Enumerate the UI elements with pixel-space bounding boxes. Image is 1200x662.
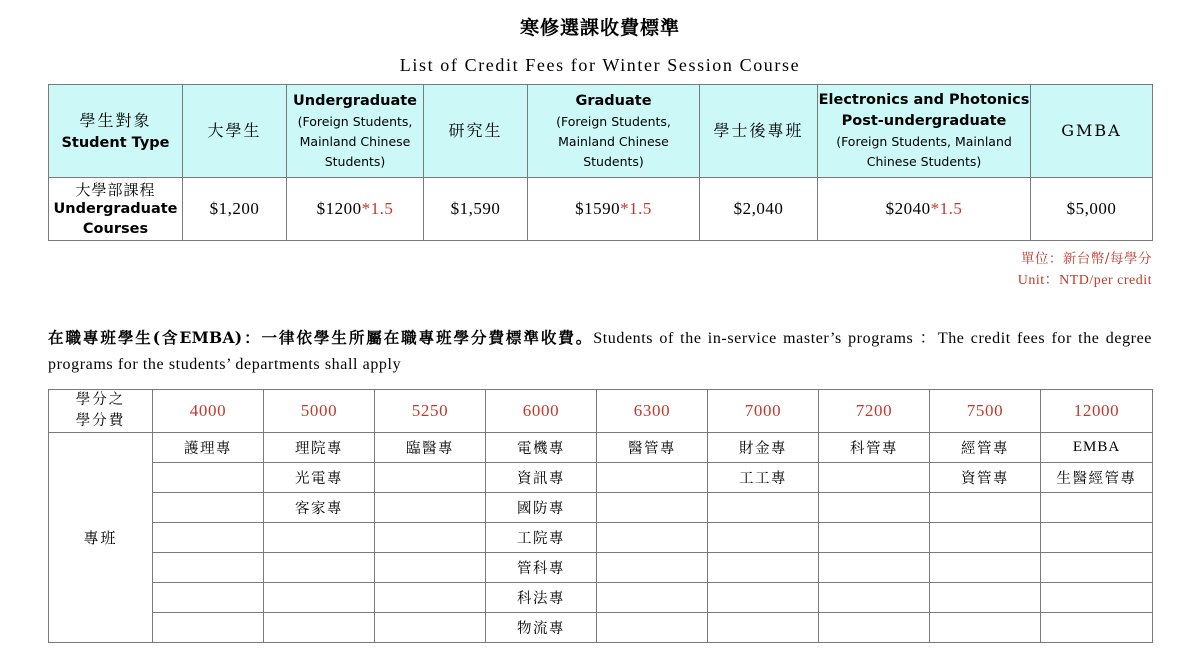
fee-gmba: $5,000 — [1031, 178, 1153, 241]
fee-electronics-photonics-multiplier: *1.5 — [930, 199, 963, 219]
program-cell: 光電專 — [264, 462, 375, 492]
program-cell: 資訊專 — [486, 462, 597, 492]
program-cell — [375, 522, 486, 552]
program-table-container — [48, 378, 1152, 643]
header-graduate — [424, 85, 528, 178]
program-cell — [153, 582, 264, 612]
program-cell — [375, 552, 486, 582]
program-cell: 資管專 — [930, 462, 1041, 492]
program-cell — [597, 582, 708, 612]
program-cell — [375, 462, 486, 492]
program-cell: 科管專 — [819, 432, 930, 462]
program-cell — [1041, 552, 1153, 582]
program-cell — [819, 582, 930, 612]
header-gmba-label: GMBA — [1061, 121, 1122, 141]
fee-graduate-foreign-multiplier: *1.5 — [620, 199, 652, 219]
header-post-bacc-cn: 學士後專班 — [713, 121, 804, 141]
program-cell — [930, 522, 1041, 552]
fee-undergrad-foreign-multiplier: *1.5 — [361, 199, 394, 219]
header-undergrad-foreign-sub: (Foreign Students, Mainland Chinese Students) — [297, 113, 413, 169]
program-cell — [1041, 522, 1153, 552]
header-graduate-foreign-title: Graduate — [575, 92, 652, 109]
program-cell — [264, 552, 375, 582]
header-electronics-photonics — [818, 85, 1031, 178]
in-service-note-en: Students of the in-service master’s programs ：The credit fees for the degree programs for the students’ departments shall apply — [48, 330, 1153, 373]
unit-note — [48, 241, 1152, 292]
table-row — [49, 612, 1153, 642]
program-cell — [375, 612, 486, 642]
header-graduate-foreign-sub: (Foreign Students, Mainland Chinese Students) — [556, 113, 671, 169]
program-cell — [264, 522, 375, 552]
header-undergrad-cn: 大學生 — [207, 121, 262, 141]
header-electronics-photonics-title: Electronics and Photonics Post-undergraduate — [818, 92, 1030, 130]
program-cell — [1041, 612, 1153, 642]
program-cell — [819, 462, 930, 492]
program-fee-value: 6300 — [597, 389, 708, 432]
program-cell: 管科專 — [486, 552, 597, 582]
program-cell: 臨醫專 — [375, 432, 486, 462]
table-row — [49, 492, 1153, 522]
fee-table-header-row — [49, 85, 1153, 178]
program-cell — [375, 492, 486, 522]
table-row — [49, 432, 1153, 462]
program-cell — [597, 522, 708, 552]
program-cell — [819, 552, 930, 582]
program-cell — [1041, 492, 1153, 522]
program-cell — [819, 612, 930, 642]
header-undergrad — [183, 85, 287, 178]
fee-post-bacc: $2,040 — [700, 178, 818, 241]
program-cell: 生醫經管專 — [1041, 462, 1153, 492]
fee-undergrad: $1,200 — [183, 178, 287, 241]
program-cell: 護理專 — [153, 432, 264, 462]
program-cell: 客家專 — [264, 492, 375, 522]
program-cell: 科法專 — [486, 582, 597, 612]
program-cell — [597, 462, 708, 492]
program-fee-value: 7500 — [930, 389, 1041, 432]
program-side-label: 專班 — [49, 432, 153, 642]
fee-undergrad-foreign-base: $1200 — [316, 199, 362, 219]
program-cell — [1041, 582, 1153, 612]
program-cell — [597, 492, 708, 522]
program-table-corner-label — [49, 389, 153, 432]
program-cell — [264, 612, 375, 642]
corner-label-line2: 學分費 — [75, 412, 126, 429]
program-cell — [153, 492, 264, 522]
program-fee-value: 6000 — [486, 389, 597, 432]
fee-electronics-photonics — [818, 178, 1031, 241]
header-electronics-photonics-sub: (Foreign Students, Mainland Chinese Students) — [836, 134, 1012, 170]
table-row — [49, 522, 1153, 552]
program-cell — [708, 522, 819, 552]
page-title: 寒修選課收費標準 — [519, 17, 680, 39]
header-student-type-cn: 學生對象 — [79, 110, 152, 130]
unit-note-cn: 單位：新台幣/每學分 — [1020, 251, 1152, 268]
program-fee-value: 12000 — [1041, 389, 1153, 432]
program-cell: 國防專 — [486, 492, 597, 522]
row-label-en-line2: Courses — [82, 220, 149, 237]
table-row — [49, 552, 1153, 582]
program-cell — [375, 582, 486, 612]
fee-graduate-foreign-base: $1590 — [575, 199, 621, 219]
header-undergrad-foreign — [287, 85, 424, 178]
program-fee-value: 4000 — [153, 389, 264, 432]
table-row — [49, 582, 1153, 612]
program-fee-value: 7200 — [819, 389, 930, 432]
program-fee-value: 5000 — [264, 389, 375, 432]
program-cell — [930, 582, 1041, 612]
program-cell: 財金專 — [708, 432, 819, 462]
header-graduate-foreign — [528, 85, 700, 178]
program-cell — [930, 492, 1041, 522]
header-gmba — [1031, 85, 1153, 178]
header-student-type — [49, 85, 183, 178]
table-row — [49, 462, 1153, 492]
program-cell — [708, 492, 819, 522]
program-cell: 理院專 — [264, 432, 375, 462]
program-fee-value: 7000 — [708, 389, 819, 432]
program-cell: 醫管專 — [597, 432, 708, 462]
program-cell — [153, 522, 264, 552]
program-cell — [708, 552, 819, 582]
program-cell — [930, 612, 1041, 642]
in-service-note-paragraph — [48, 292, 1152, 378]
program-cell: 經管專 — [930, 432, 1041, 462]
in-service-program-fee-table — [48, 389, 1153, 643]
program-cell: EMBA — [1041, 432, 1153, 462]
program-cell: 工工專 — [708, 462, 819, 492]
program-cell: 電機專 — [486, 432, 597, 462]
program-cell — [153, 552, 264, 582]
fee-electronics-photonics-base: $2040 — [885, 199, 931, 219]
row-label-en-line1: Undergraduate — [53, 200, 178, 217]
program-cell — [930, 552, 1041, 582]
header-undergrad-foreign-title: Undergraduate — [292, 92, 418, 109]
header-student-type-en: Student Type — [61, 134, 170, 151]
program-cell — [819, 492, 930, 522]
table-row — [49, 178, 1153, 241]
program-cell — [708, 612, 819, 642]
row-label-undergraduate-courses — [49, 178, 183, 241]
program-cell — [597, 552, 708, 582]
page-subtitle: List of Credit Fees for Winter Session Course — [399, 54, 801, 75]
row-label-cn: 大學部課程 — [75, 180, 156, 199]
fee-table-container — [48, 84, 1152, 241]
corner-label-line1: 學分之 — [75, 391, 126, 408]
program-fee-value: 5250 — [375, 389, 486, 432]
program-cell — [708, 582, 819, 612]
program-cell — [819, 522, 930, 552]
in-service-note-cn: 在職專班學生(含EMBA)：一律依學生所屬在職專班學分費標準收費。 — [48, 328, 594, 347]
fee-graduate-foreign — [528, 178, 700, 241]
program-cell: 物流專 — [486, 612, 597, 642]
program-cell — [597, 612, 708, 642]
program-cell — [264, 582, 375, 612]
unit-note-en: Unit：NTD/per credit — [1017, 273, 1152, 289]
header-post-bacc — [700, 85, 818, 178]
program-cell: 工院專 — [486, 522, 597, 552]
program-cell — [153, 462, 264, 492]
fee-undergrad-foreign — [287, 178, 424, 241]
program-fee-header-row — [49, 389, 1153, 432]
program-cell — [153, 612, 264, 642]
fee-graduate: $1,590 — [424, 178, 528, 241]
winter-session-fee-table — [48, 84, 1153, 241]
header-graduate-cn: 研究生 — [448, 121, 503, 141]
